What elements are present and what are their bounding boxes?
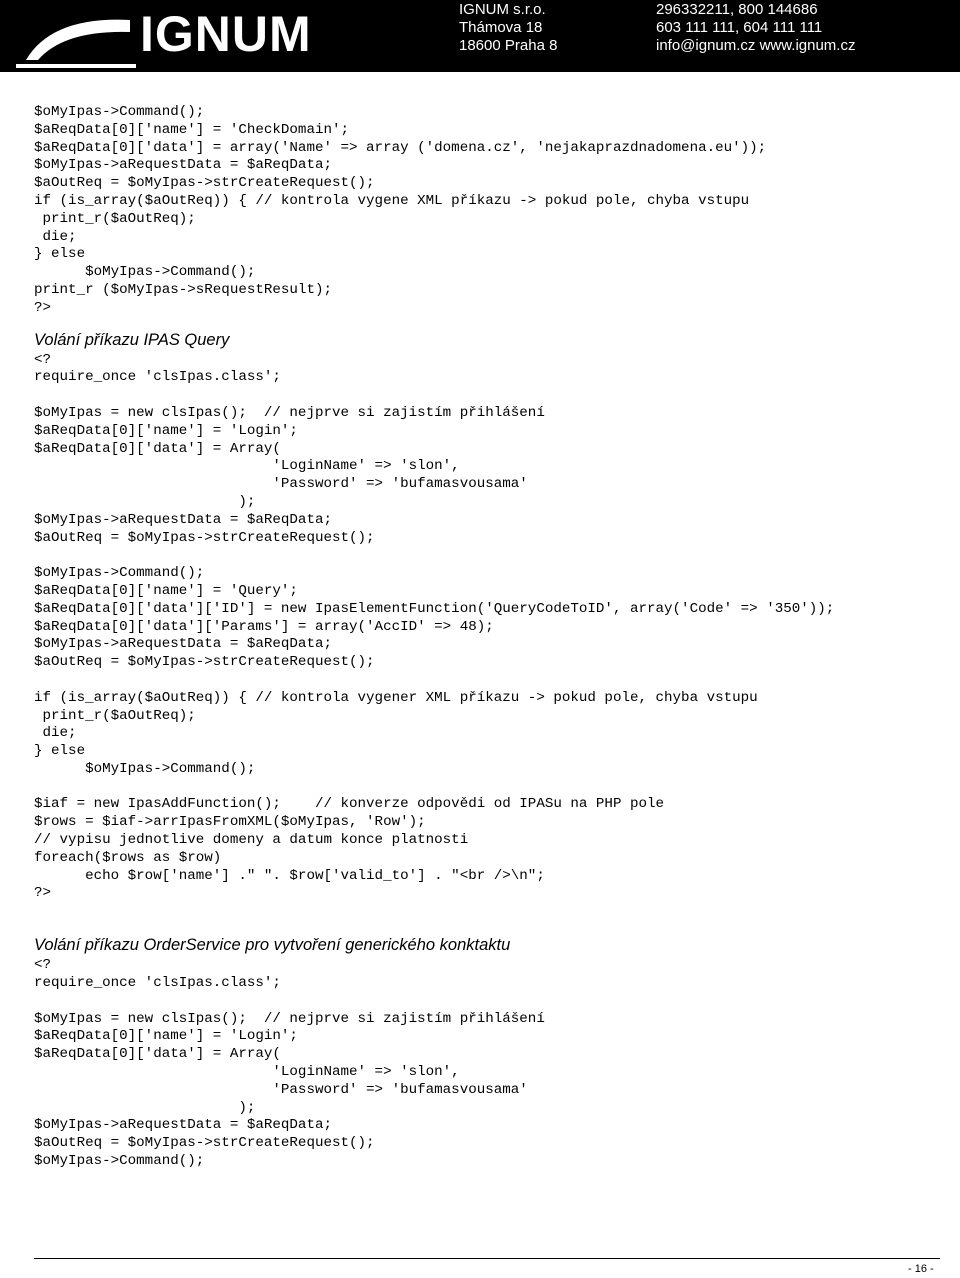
- spacer: [34, 318, 944, 330]
- code-line: $oMyIpas->Command();: [34, 565, 205, 582]
- code-line: $aReqData[0]['data'] = Array(: [34, 440, 281, 457]
- code-line: 'Password' => 'bufamasvousama': [34, 476, 528, 493]
- code-line: $aReqData[0]['data']['ID'] = new IpasElementFunction('QueryCodeToID', array('Code' => '350'));: [34, 600, 835, 617]
- code-line: if (is_array($aOutReq)) { // kontrola vygener XML příkazu -> pokud pole, chyba vstupu: [34, 689, 758, 706]
- code-line: $oMyIpas->aRequestData = $aReqData;: [34, 636, 332, 653]
- code-line: $oMyIpas->aRequestData = $aReqData;: [34, 1117, 332, 1134]
- code-line: [34, 993, 944, 1011]
- code-line: $oMyIpas->aRequestData = $aReqData;: [34, 511, 332, 528]
- code-line: require_once 'clsIpas.class';: [34, 369, 281, 386]
- code-line: } else: [34, 246, 86, 263]
- code-line: $aReqData[0]['data']['Params'] = array('AccID' => 48);: [34, 618, 494, 635]
- code-line: $aOutReq = $oMyIpas->strCreateRequest();: [34, 654, 375, 671]
- code-line: $aReqData[0]['name'] = 'Query';: [34, 582, 298, 599]
- code-line: [34, 547, 944, 565]
- code-line: 'Password' => 'bufamasvousama': [34, 1081, 528, 1098]
- code-line: // vypisu jednotlive domeny a datum konce platnosti: [34, 832, 469, 849]
- code-line: $aReqData[0]['data'] = array('Name' => array ('domena.cz', 'nejakaprazdnadomena.eu'));: [34, 139, 767, 156]
- code-line: print_r($aOutReq);: [34, 707, 196, 724]
- company-contact: [656, 1, 855, 55]
- code-line: $oMyIpas->Command();: [34, 1153, 205, 1170]
- code-line: [34, 387, 944, 405]
- code-line: require_once 'clsIpas.class';: [34, 975, 281, 992]
- code-line: $oMyIpas = new clsIpas(); // nejprve si zajistím přihlášení: [34, 404, 545, 421]
- code-line: $aOutReq = $oMyIpas->strCreateRequest();: [34, 175, 375, 192]
- code-line: $aReqData[0]['data'] = Array(: [34, 1046, 281, 1063]
- logo-text: IGNUM: [140, 6, 312, 62]
- contact-phones-2: 603 111 111, 604 111 111: [656, 19, 823, 36]
- code-line: foreach($rows as $row): [34, 849, 222, 866]
- code-line: if (is_array($aOutReq)) { // kontrola vygene XML příkazu -> pokud pole, chyba vstupu: [34, 192, 750, 209]
- code-line: $aOutReq = $oMyIpas->strCreateRequest();: [34, 1135, 375, 1152]
- page-header: [0, 0, 960, 72]
- company-city: 18600 Praha 8: [459, 37, 558, 54]
- code-line: $aReqData[0]['name'] = 'Login';: [34, 422, 298, 439]
- contact-phones-1: 296332211, 800 144686: [656, 1, 818, 18]
- code-line: $iaf = new IpasAddFunction(); // konverze odpovědi od IPASu na PHP pole: [34, 796, 665, 813]
- document-body: [34, 104, 944, 1171]
- code-line: 'LoginName' => 'slon',: [34, 1064, 460, 1081]
- code-line: $oMyIpas = new clsIpas(); // nejprve si zajistím přihlášení: [34, 1010, 545, 1027]
- code-line: $aReqData[0]['name'] = 'Login';: [34, 1028, 298, 1045]
- footer-divider: [34, 1258, 940, 1259]
- code-block: [34, 957, 944, 1171]
- code-line: $oMyIpas->Command();: [34, 760, 256, 777]
- code-block: [34, 104, 944, 318]
- section-heading: Volání příkazu OrderService pro vytvoření generického konktaktu: [34, 936, 511, 955]
- code-line: print_r ($oMyIpas->sRequestResult);: [34, 281, 332, 298]
- section-heading: Volání příkazu IPAS Query: [34, 330, 230, 349]
- code-line: [34, 779, 944, 797]
- code-line: $oMyIpas->Command();: [34, 104, 205, 120]
- code-line: $rows = $iaf->arrIpasFromXML($oMyIpas, 'Row');: [34, 814, 426, 831]
- spacer: [34, 903, 944, 935]
- company-street: Thámova 18: [459, 19, 543, 36]
- code-line: );: [34, 493, 256, 510]
- code-line: die;: [34, 725, 77, 742]
- code-line: $oMyIpas->Command();: [34, 264, 256, 281]
- code-line: <?: [34, 957, 52, 974]
- code-line: 'LoginName' => 'slon',: [34, 458, 460, 475]
- code-line: die;: [34, 228, 77, 245]
- code-line: $aReqData[0]['name'] = 'CheckDomain';: [34, 121, 350, 138]
- contact-web: info@ignum.cz www.ignum.cz: [656, 37, 856, 54]
- code-line: );: [34, 1099, 256, 1116]
- code-line: $oMyIpas->aRequestData = $aReqData;: [34, 157, 332, 174]
- page-number: - 16 -: [908, 1263, 934, 1275]
- code-block: [34, 352, 944, 904]
- code-line: <?: [34, 351, 52, 368]
- code-line: ?>: [34, 299, 52, 316]
- code-line: ?>: [34, 885, 52, 902]
- code-line: print_r($aOutReq);: [34, 210, 196, 227]
- code-line: } else: [34, 743, 86, 760]
- code-line: [34, 672, 944, 690]
- company-address: [459, 1, 557, 55]
- code-line: echo $row['name'] ." ". $row['valid_to'] . "<br />\n";: [34, 867, 545, 884]
- company-name: IGNUM s.r.o.: [459, 1, 546, 18]
- code-line: $aOutReq = $oMyIpas->strCreateRequest();: [34, 529, 375, 546]
